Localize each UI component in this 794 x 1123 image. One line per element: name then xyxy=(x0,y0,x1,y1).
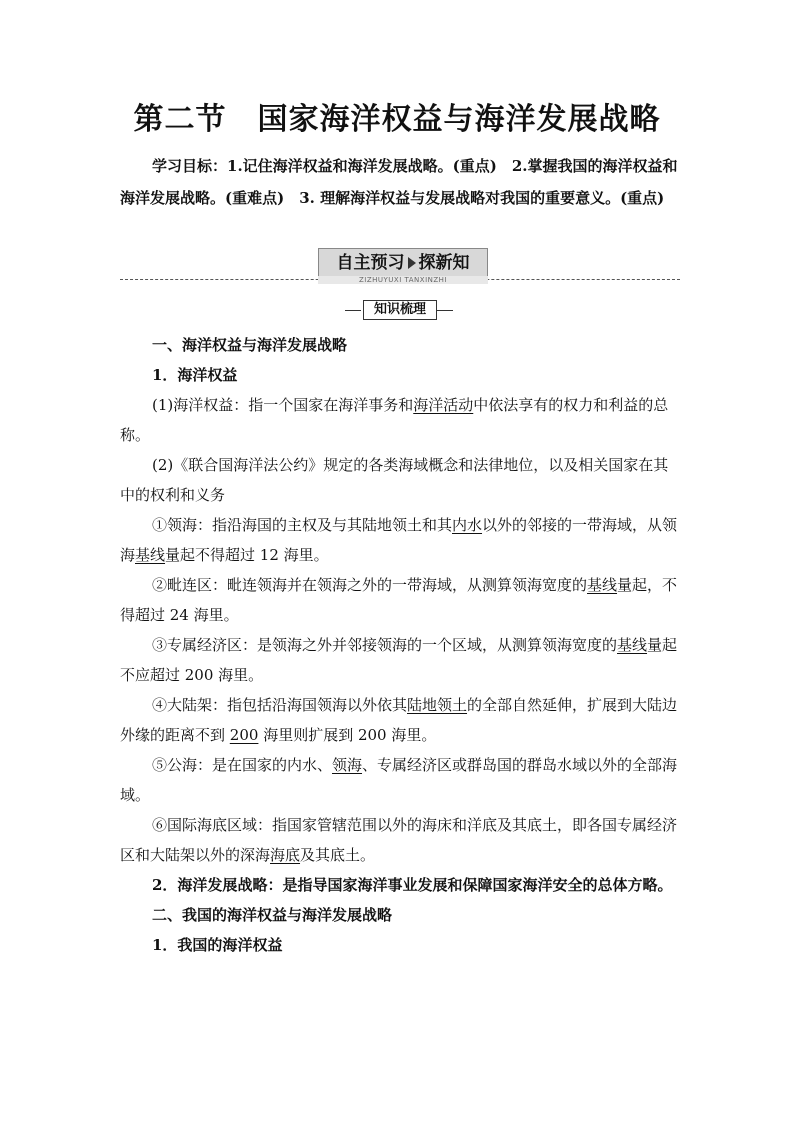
paragraph-text: 的全部自然延伸，扩展到大陆边外缘的距离不到 xyxy=(120,696,678,744)
banner-title-box xyxy=(318,248,488,278)
paragraph: 2．海洋发展战略：是指导国家海洋事业发展和保障国家海洋安全的总体方略。 xyxy=(152,876,673,894)
content-body xyxy=(120,330,680,960)
tag-line-right xyxy=(437,310,453,311)
paragraph-text: 量起，不得超过 24 海里。 xyxy=(120,576,678,624)
paragraph-text: (1)海洋权益：指一个国家在海洋事务和 xyxy=(152,396,414,414)
banner-left-label: 自主预习 xyxy=(336,253,405,273)
paragraph-text: 以外的邻接的一带海域，从领海 xyxy=(120,516,678,564)
paragraph xyxy=(120,690,680,750)
knowledge-tag-label: 知识梳理 xyxy=(363,300,437,320)
tag-line-left xyxy=(345,310,361,311)
paragraph xyxy=(120,510,680,570)
banner-pinyin: ZIZHUYUXI TANXINZHI xyxy=(318,276,488,284)
paragraph-text: ④大陆架：指包括沿海国领海以外依其 xyxy=(152,696,408,714)
paragraph xyxy=(120,750,680,810)
paragraph-text: 及其底土。 xyxy=(300,846,376,864)
paragraph xyxy=(120,390,680,450)
paragraph: (2)《联合国海洋法公约》规定的各类海域概念和法律地位，以及相关国家在其中的权利和义务 xyxy=(120,456,669,504)
paragraph xyxy=(120,570,680,630)
paragraph-text: 中依法享有的权力和利益的总称。 xyxy=(120,396,669,444)
knowledge-tag xyxy=(345,300,453,320)
underlined-keyword: 领海 xyxy=(332,756,363,774)
paragraph: 一、海洋权益与海洋发展战略 xyxy=(152,336,348,354)
paragraph-text: ⑤公海：是在国家的内水、 xyxy=(152,756,333,774)
paragraph-text: ⑥国际海底区域：指国家管辖范围以外的海床和洋底及其底土，即各国专属经济区和大陆架以外的深海 xyxy=(120,816,678,864)
underlined-keyword: 海洋活动 xyxy=(413,396,474,414)
banner-right-label: 探新知 xyxy=(418,253,470,273)
paragraph: 1．海洋权益 xyxy=(152,366,238,384)
paragraph: 1．我国的海洋权益 xyxy=(152,936,283,954)
paragraph-text: 海里则扩展到 200 海里。 xyxy=(258,726,437,744)
underlined-keyword: 基线 xyxy=(135,546,166,564)
underlined-keyword: 基线 xyxy=(617,636,648,654)
paragraph: 二、我国的海洋权益与海洋发展战略 xyxy=(152,906,393,924)
underlined-keyword: 海底 xyxy=(270,846,301,864)
paragraph-text: 、专属经济区或群岛国的群岛水域以外的全部海域。 xyxy=(120,756,678,804)
underlined-keyword: 陆地领土 xyxy=(407,696,468,714)
page-title: 第二节 国家海洋权益与海洋发展战略 xyxy=(133,102,661,137)
paragraph-text: 量起不得超过 12 海里。 xyxy=(165,546,329,564)
paragraph xyxy=(120,630,680,690)
paragraph-text: ①领海：指沿海国的主权及与其陆地领土和其 xyxy=(152,516,453,534)
underlined-keyword: 基线 xyxy=(587,576,618,594)
paragraph-text: ②毗连区：毗连领海并在领海之外的一带海域，从测算领海宽度的 xyxy=(152,576,588,594)
section-banner xyxy=(120,248,680,288)
learning-objectives: 学习目标：1.记住海洋权益和海洋发展战略。(重点) 2.掌握我国的海洋权益和海洋发展战略。(重难点) 3. 理解海洋权益与发展战略对我国的重要意义。(重点) xyxy=(120,157,678,207)
paragraph-text: 量起不应超过 200 海里。 xyxy=(120,636,678,684)
underlined-keyword: 200 xyxy=(229,726,259,744)
arrow-icon xyxy=(408,257,416,269)
underlined-keyword: 内水 xyxy=(452,516,483,534)
paragraph-text: ③专属经济区：是领海之外并邻接领海的一个区域，从测算领海宽度的 xyxy=(152,636,618,654)
paragraph xyxy=(120,810,680,870)
